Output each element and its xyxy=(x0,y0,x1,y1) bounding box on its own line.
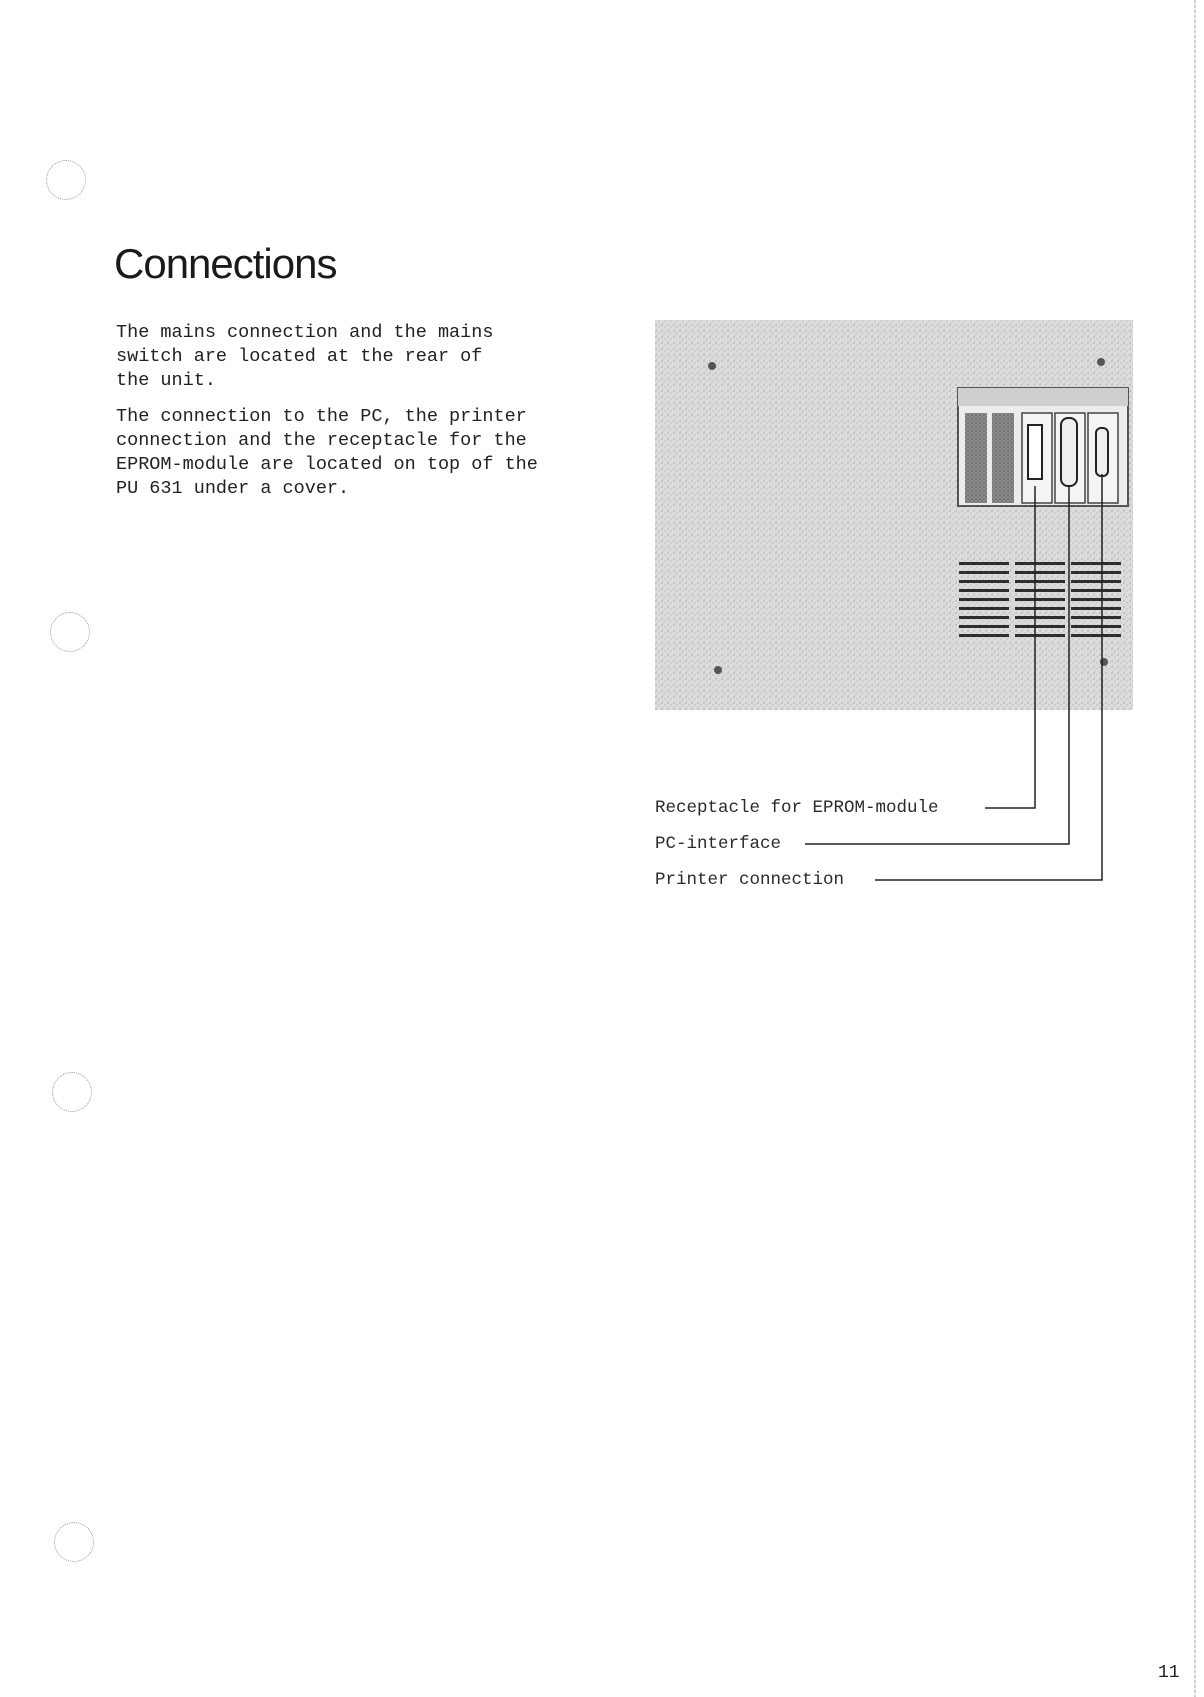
connections-figure xyxy=(655,318,1135,898)
screw-icon xyxy=(1100,658,1108,666)
page-number: 11 xyxy=(1158,1663,1180,1683)
paragraph-mains: The mains connection and the mains switch are located at the rear of the unit. xyxy=(116,322,494,391)
punch-hole xyxy=(46,160,86,200)
punch-hole xyxy=(54,1522,94,1562)
callout-pc-interface: PC-interface xyxy=(655,834,785,854)
eprom-receptacle-icon xyxy=(1028,425,1042,479)
punch-hole xyxy=(52,1072,92,1112)
paragraph-connections: The connection to the PC, the printer connection and the receptacle for the EPROM-module are located on top of the PU 631 under a cover. xyxy=(116,406,538,499)
punch-hole xyxy=(50,612,90,652)
screw-icon xyxy=(714,666,722,674)
screw-icon xyxy=(708,362,716,370)
callout-printer-connection: Printer connection xyxy=(655,870,848,890)
pc-interface-port-icon xyxy=(1061,418,1077,486)
callout-eprom-receptacle: Receptacle for EPROM-module xyxy=(655,798,943,818)
ventilation-grille xyxy=(959,562,1121,637)
screw-icon xyxy=(1097,358,1105,366)
device-panel xyxy=(655,320,1133,710)
page-title: Connections xyxy=(114,240,337,287)
page-edge xyxy=(1194,0,1196,1697)
printer-port-icon xyxy=(1096,428,1108,476)
